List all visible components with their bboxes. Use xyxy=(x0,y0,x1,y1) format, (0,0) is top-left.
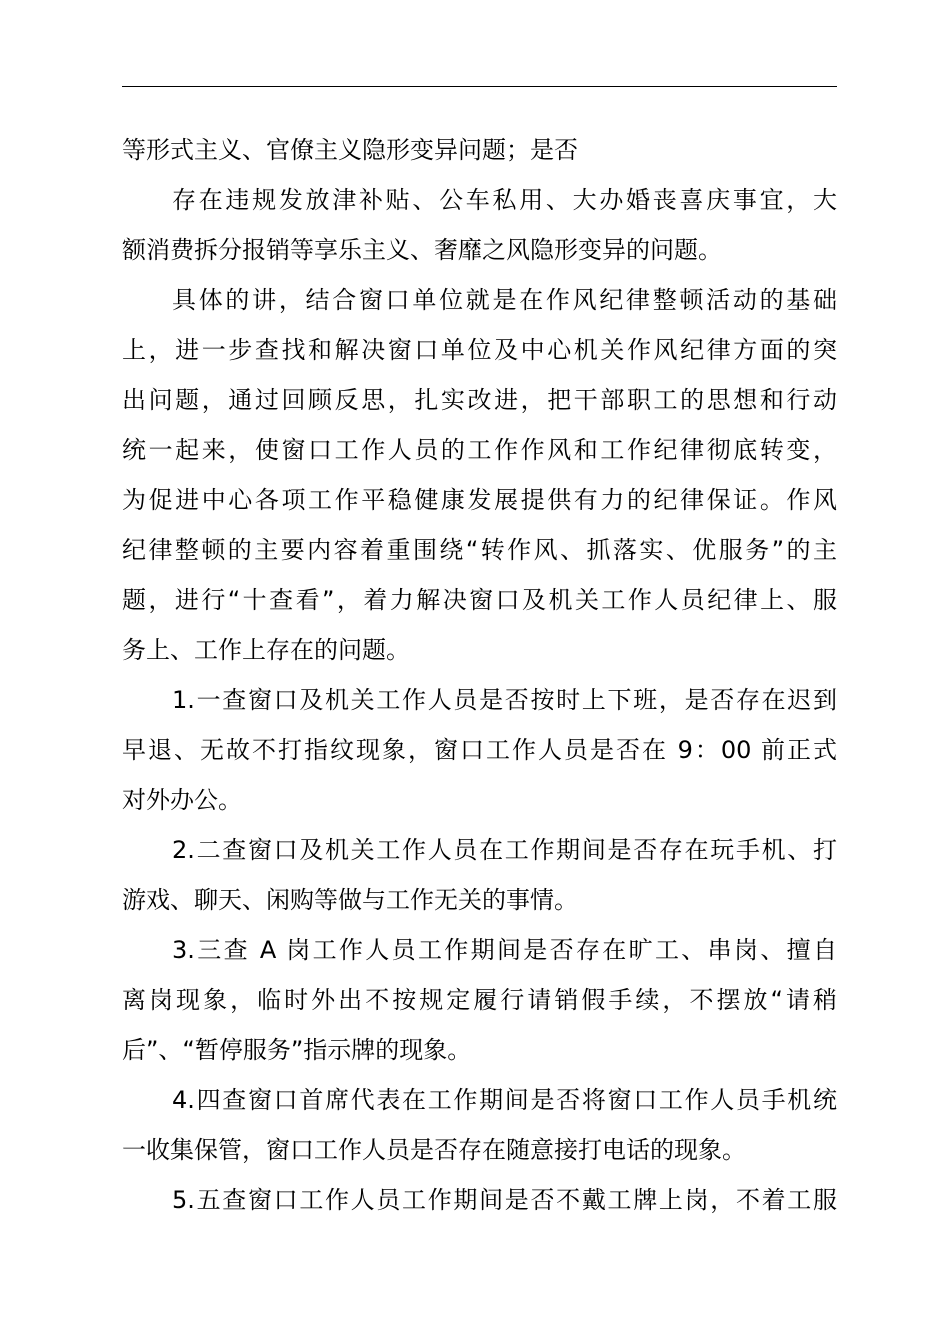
paragraph xyxy=(122,825,837,925)
paragraph xyxy=(122,125,837,175)
text-line: 4.四查窗口首席代表在工作期间是否将窗口工作人员手机统 xyxy=(172,1086,837,1114)
text-line: 1.一查窗口及机关工作人员是否按时上下班，是否存在迟到 xyxy=(172,686,837,714)
text-line: 务上、工作上存在的问题。 xyxy=(122,636,410,664)
text-line: 统一起来，使窗口工作人员的工作作风和工作纪律彻底转变， xyxy=(122,436,837,464)
paragraph xyxy=(122,1075,837,1175)
document-body xyxy=(122,125,837,1225)
paragraph xyxy=(122,675,837,825)
paragraph xyxy=(122,925,837,1075)
text-line: 纪律整顿的主要内容着重围绕“转作风、抓落实、优服务”的主 xyxy=(122,536,837,564)
text-line: 为促进中心各项工作平稳健康发展提供有力的纪律保证。作风 xyxy=(122,486,837,514)
paragraph xyxy=(122,1175,837,1225)
text-line: 5.五查窗口工作人员工作期间是否不戴工牌上岗，不着工服 xyxy=(172,1186,837,1214)
text-line: 早退、无故不打指纹现象，窗口工作人员是否在 9：00 前正式 xyxy=(122,736,837,764)
paragraph xyxy=(122,175,837,275)
text-line: 后”、“暂停服务”指示牌的现象。 xyxy=(122,1036,472,1064)
text-line: 题，进行“十查看”，着力解决窗口及机关工作人员纪律上、服 xyxy=(122,586,837,614)
paragraph xyxy=(122,275,837,675)
text-line: 具体的讲，结合窗口单位就是在作风纪律整顿活动的基础 xyxy=(172,286,837,314)
text-line: 上，进一步查找和解决窗口单位及中心机关作风纪律方面的突 xyxy=(122,336,837,364)
text-line: 2.二查窗口及机关工作人员在工作期间是否存在玩手机、打 xyxy=(172,836,837,864)
text-line: 3.三查 A 岗工作人员工作期间是否存在旷工、串岗、擅自 xyxy=(172,936,837,964)
text-line: 离岗现象，临时外出不按规定履行请销假手续，不摆放“请稍 xyxy=(122,986,837,1014)
header-rule xyxy=(122,86,837,87)
text-line: 对外办公。 xyxy=(122,786,242,814)
text-line: 出问题，通过回顾反思，扎实改进，把干部职工的思想和行动 xyxy=(122,386,837,414)
text-line: 游戏、聊天、闲购等做与工作无关的事情。 xyxy=(122,886,578,914)
text-line: 额消费拆分报销等享乐主义、奢靡之风隐形变异的问题。 xyxy=(122,236,722,264)
text-line: 存在违规发放津补贴、公车私用、大办婚丧喜庆事宜，大 xyxy=(172,186,837,214)
text-line: 一收集保管，窗口工作人员是否存在随意接打电话的现象。 xyxy=(122,1136,746,1164)
text-line: 等形式主义、官僚主义隐形变异问题；是否 xyxy=(122,136,578,164)
